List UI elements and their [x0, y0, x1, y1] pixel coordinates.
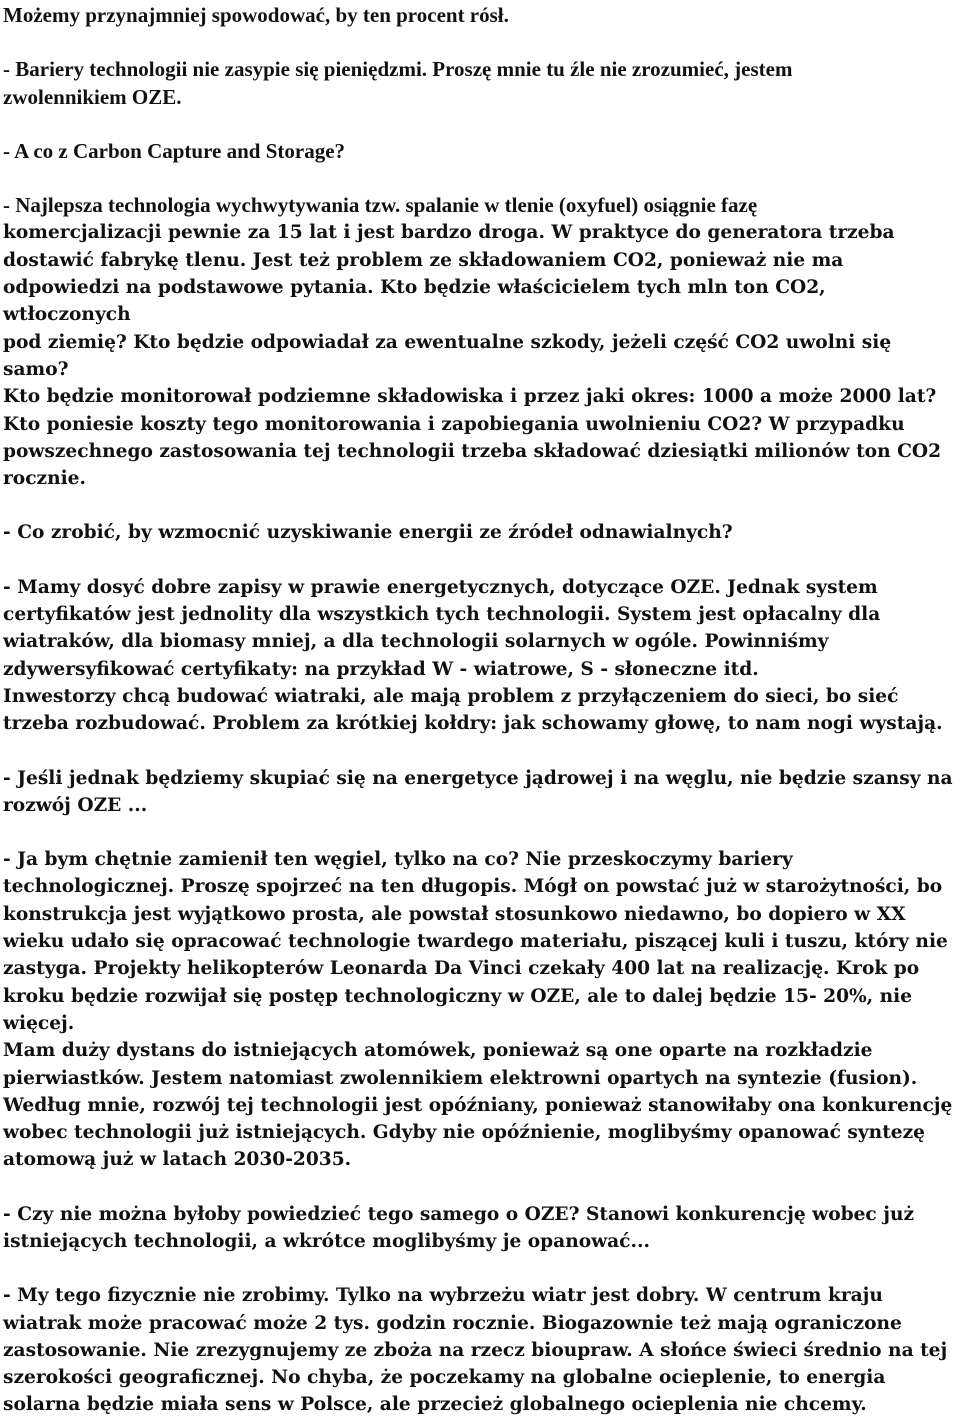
paragraph	[3, 1201, 955, 1256]
text-line: Według mnie, rozwój tej technologii jest opóźniany, ponieważ stanowiłaby ona konkurencję	[3, 1094, 953, 1116]
text-line: - A co z Carbon Capture and Storage?	[3, 138, 346, 163]
text-line: wieku udało się opracować technologie twardego materiału, piszącej kuli i tuszu, który nie	[3, 931, 948, 953]
text-line: odpowiedzi na podstawowe pytania. Kto będzie właścicielem tych mln ton CO2, wtłoczonych	[3, 277, 826, 326]
text-line: - Najlepsza technologia wychwytywania tzw. spalanie w tlenie (oxyfuel) osiągnie fazę	[3, 193, 758, 218]
text-line: zwolennikiem OZE.	[3, 84, 182, 109]
text-line: dostawić fabrykę tlenu. Jest też problem ze składowaniem CO2, ponieważ nie ma	[3, 249, 844, 271]
paragraph	[3, 574, 955, 738]
paragraph	[3, 138, 955, 165]
paragraph	[3, 1282, 955, 1418]
text-line: zdywersyfikować certyfikaty: na przykład W - wiatrowe, S - słoneczne itd.	[3, 658, 759, 680]
text-line: kroku będzie rozwijał się postęp technologiczny w OZE, ale to dalej będzie 15- 20%, nie	[3, 985, 913, 1007]
paragraph	[3, 56, 955, 111]
text-line: - Mamy dosyć dobre zapisy w prawie energetycznych, dotyczące OZE. Jednak system	[3, 576, 878, 598]
text-line: - Jeśli jednak będziemy skupiać się na energetyce jądrowej i na węglu, nie będzie szansy na	[3, 767, 953, 789]
text-line: technologicznej. Proszę spojrzeć na ten długopis. Mógł on powstać już w starożytności, bo	[3, 876, 943, 898]
text-line: pod ziemię? Kto będzie odpowiadał za ewentualne szkody, jeżeli część CO2 uwolni się samo?	[3, 331, 892, 380]
text-line: rocznie.	[3, 468, 86, 490]
text-line: komercjalizacji pewnie za 15 lat i jest bardzo droga. W praktyce do generatora trzeba	[3, 222, 895, 244]
text-line: Możemy przynajmniej spowodować, by ten procent rósł.	[3, 3, 509, 27]
text-line: trzeba rozbudować. Problem za krótkiej kołdry: jak schowamy głowę, to nam nogi wystają.	[3, 713, 943, 735]
paragraph	[3, 765, 955, 820]
text-line: - Bariery technologii nie zasypie się pieniędzmi. Proszę mnie tu źle nie zrozumieć, jestem	[3, 57, 793, 82]
text-line: pierwiastków. Jestem natomiast zwolennikiem elektrowni opartych na syntezie (fusion).	[3, 1067, 918, 1089]
paragraph	[3, 519, 955, 546]
text-line: zastyga. Projekty helikopterów Leonarda Da Vinci czekały 400 lat na realizację. Krok po	[3, 958, 920, 980]
text-line: - Co zrobić, by wzmocnić uzyskiwanie energii ze źródeł odnawialnych?	[3, 522, 733, 544]
text-line: wobec technologii już istniejących. Gdyby nie opóźnienie, moglibyśmy opanować syntezę	[3, 1122, 926, 1144]
text-line: powszechnego zastosowania tej technologii trzeba składować dziesiątki milionów ton CO2	[3, 440, 942, 462]
paragraph	[3, 192, 955, 492]
text-line: więcej.	[3, 1012, 75, 1034]
text-line: - My tego fizycznie nie zrobimy. Tylko na wybrzeżu wiatr jest dobry. W centrum kraju	[3, 1285, 883, 1307]
document-page	[3, 0, 955, 1419]
text-line: istniejących technologii, a wkrótce moglibyśmy je opanować...	[3, 1230, 650, 1252]
text-line: Kto będzie monitorował podziemne składowiska i przez jaki okres: 1000 a może 2000 lat?	[3, 386, 937, 408]
text-line: solarna będzie miała sens w Polsce, ale przecież globalnego ocieplenia nie chcemy.	[3, 1394, 867, 1416]
text-line: - Ja bym chętnie zamienił ten węgiel, tylko na co? Nie przeskoczymy bariery	[3, 849, 793, 871]
text-line: Mam duży dystans do istniejących atomówek, ponieważ są one oparte na rozkładzie	[3, 1040, 873, 1062]
paragraph	[3, 846, 955, 1174]
text-line: Kto poniesie koszty tego monitorowania i zapobiegania uwolnieniu CO2? W przypadku	[3, 413, 905, 435]
paragraph	[3, 2, 955, 29]
text-line: atomową już w latach 2030-2035.	[3, 1149, 352, 1171]
text-line: rozwój OZE ...	[3, 794, 148, 816]
text-line: szerokości geograficznej. No chyba, że poczekamy na globalne ocieplenie, to energia	[3, 1367, 886, 1389]
text-line: - Czy nie można byłoby powiedzieć tego samego o OZE? Stanowi konkurencję wobec już	[3, 1203, 915, 1225]
text-line: Inwestorzy chcą budować wiatraki, ale mają problem z przyłączeniem do sieci, bo sieć	[3, 685, 899, 707]
text-line: wiatraków, dla biomasy mniej, a dla technologii solarnych w ogóle. Powinniśmy	[3, 631, 829, 653]
text-line: konstrukcja jest wyjątkowo prosta, ale powstał stosunkowo niedawno, bo dopiero w XX	[3, 903, 906, 925]
text-line: zastosowanie. Nie zrezygnujemy ze zboża na rzecz bioupraw. A słońce świeci średnio na tej	[3, 1339, 948, 1361]
text-line: certyfikatów jest jednolity dla wszystkich tych technologii. System jest opłacalny dla	[3, 604, 881, 626]
text-line: wiatrak może pracować może 2 tys. godzin rocznie. Biogazownie też mają ograniczone	[3, 1312, 902, 1334]
